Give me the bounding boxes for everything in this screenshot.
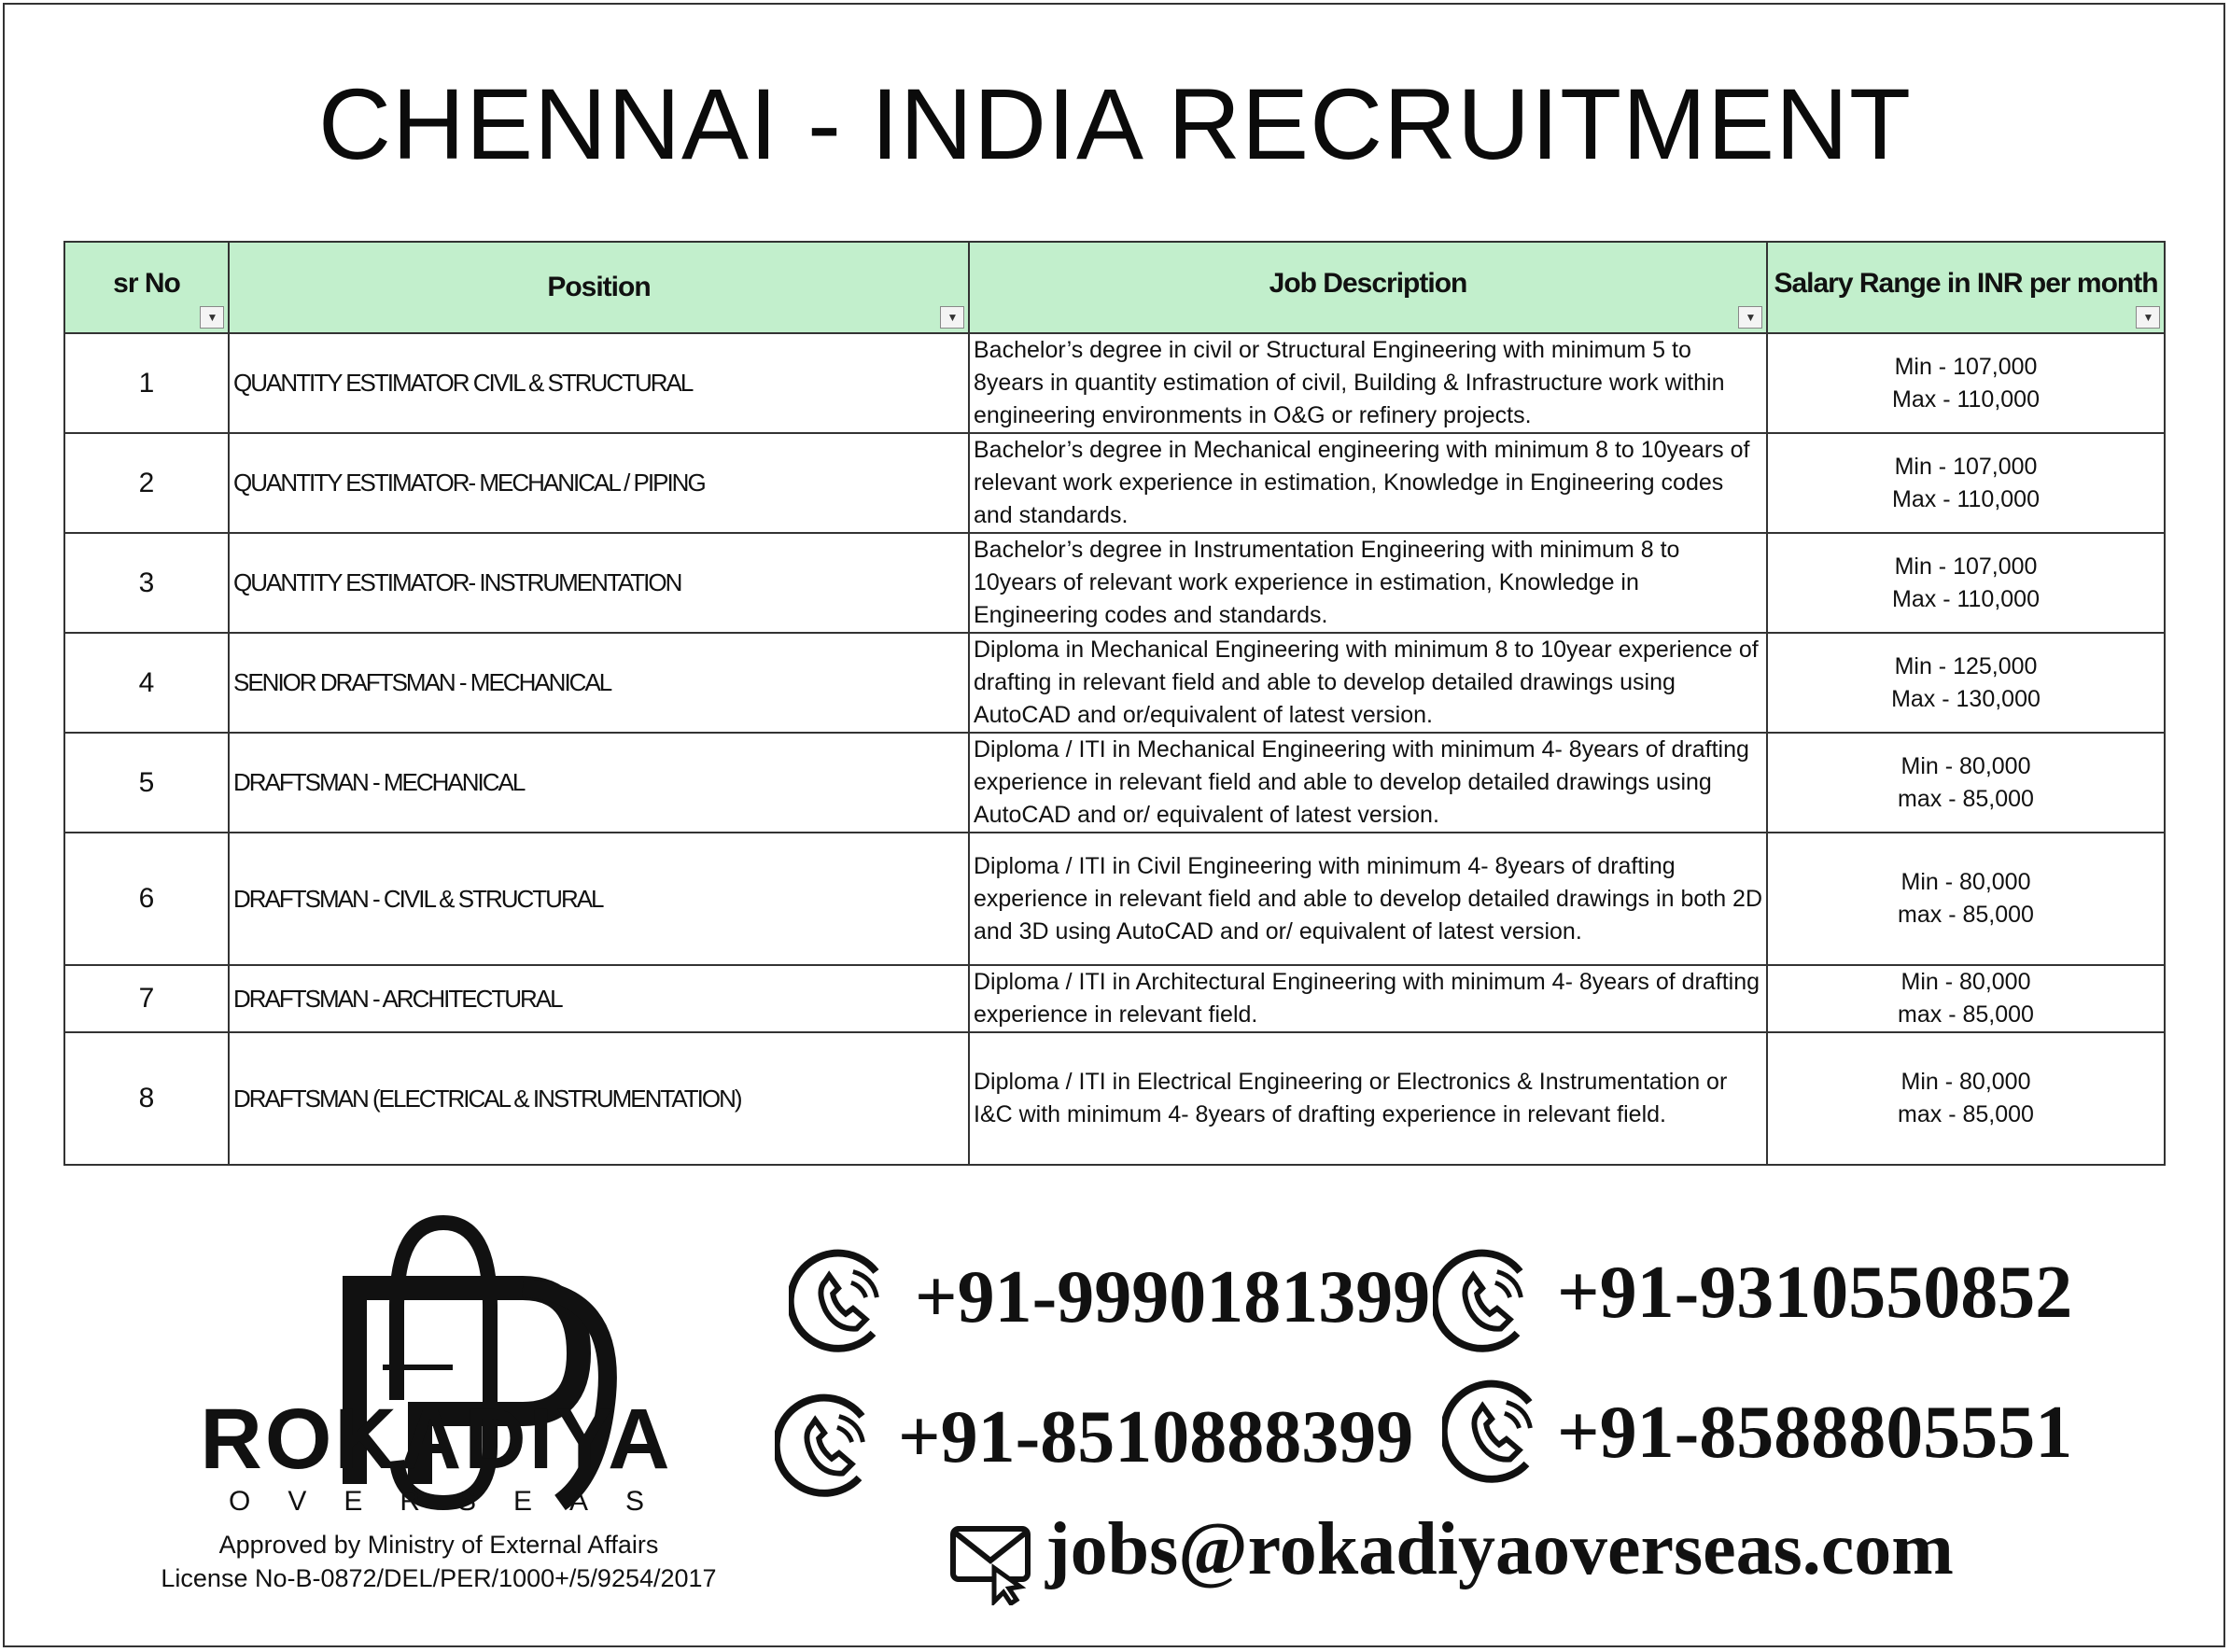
table-row (64, 833, 2165, 965)
description-cell: Diploma / ITI in Civil Engineering with minimum 4- 8years of drafting experience in relevant field and able to develop detailed drawings in both 2D and 3D using AutoCAD and or/ equivalent of latest version. (969, 833, 1767, 965)
salary-min: Min - 80,000 (1900, 869, 2031, 895)
table-row (64, 965, 2165, 1032)
jobs-table (63, 241, 2166, 1166)
description-cell: Diploma / ITI in Architectural Engineering with minimum 4- 8years of drafting experience in relevant field. (969, 965, 1767, 1032)
description-cell: Bachelor’s degree in Mechanical engineering with minimum 8 to 10years of relevant work experience in estimation, Knowledge in Engineering codes and standards. (969, 433, 1767, 533)
filter-dropdown-icon[interactable]: ▼ (200, 306, 224, 329)
table-row (64, 333, 2165, 433)
table-row (64, 633, 2165, 733)
filter-dropdown-icon[interactable]: ▼ (1738, 306, 1762, 329)
table-row (64, 433, 2165, 533)
brand-tagline: OVERSEAS (229, 1486, 682, 1517)
salary-cell (1767, 965, 2165, 1032)
table-header-row (64, 242, 2165, 333)
salary-min: Min - 80,000 (1900, 969, 2031, 995)
header-sr-no: sr No ▼ (64, 242, 229, 333)
sr-cell: 3 (64, 533, 229, 633)
description-cell: Diploma / ITI in Mechanical Engineering with minimum 4- 8years of drafting experience in relevant field and able to develop detailed drawings using AutoCAD and or/ equivalent of latest version. (969, 733, 1767, 833)
phone-number-3[interactable]: +91-8510888399 (898, 1396, 1414, 1478)
salary-min: Min - 107,000 (1894, 353, 2038, 380)
salary-max: max - 85,000 (1898, 1001, 2034, 1028)
salary-max: Max - 110,000 (1892, 485, 2040, 512)
page-title: CHENNAI - INDIA RECRUITMENT (317, 67, 1913, 180)
phone-ringing-icon (1442, 1377, 1552, 1487)
position-cell: DRAFTSMAN (ELECTRICAL & INSTRUMENTATION) (229, 1032, 969, 1165)
salary-cell (1767, 833, 2165, 965)
license-text: License No-B-0872/DEL/PER/1000+/5/9254/2017 (161, 1564, 717, 1592)
salary-cell (1767, 333, 2165, 433)
approval-text: Approved by Ministry of External Affairs (218, 1531, 659, 1559)
salary-max: max - 85,000 (1898, 785, 2034, 812)
salary-cell (1767, 433, 2165, 533)
header-salary-range: Salary Range in INR per month ▼ (1767, 242, 2165, 333)
phone-ringing-icon (789, 1246, 899, 1356)
salary-min: Min - 80,000 (1900, 752, 2031, 779)
sr-cell: 7 (64, 965, 229, 1032)
description-cell: Bachelor’s degree in civil or Structural Engineering with minimum 5 to 8years in quantity estimation of civil, Building & Infrastructure work within engineering environments in O&G or refinery projects. (969, 333, 1767, 433)
salary-min: Min - 80,000 (1900, 1069, 2031, 1095)
sr-cell: 4 (64, 633, 229, 733)
sr-cell: 2 (64, 433, 229, 533)
email-link[interactable]: jobs@rokadiyaoverseas.com (1045, 1508, 1954, 1590)
phone-number-4[interactable]: +91-8588805551 (1557, 1392, 2073, 1474)
salary-min: Min - 107,000 (1894, 453, 2038, 480)
phone-ringing-icon (775, 1391, 885, 1501)
phone-ringing-icon (1433, 1246, 1543, 1356)
table-row (64, 733, 2165, 833)
header-position: Position ▼ (229, 242, 969, 333)
position-cell: DRAFTSMAN - ARCHITECTURAL (229, 965, 969, 1032)
sr-cell: 1 (64, 333, 229, 433)
salary-min: Min - 107,000 (1894, 553, 2038, 580)
position-cell: SENIOR DRAFTSMAN - MECHANICAL (229, 633, 969, 733)
salary-max: Max - 130,000 (1891, 685, 2041, 712)
table-row (64, 533, 2165, 633)
filter-dropdown-icon[interactable]: ▼ (2136, 306, 2160, 329)
salary-cell (1767, 633, 2165, 733)
salary-max: Max - 110,000 (1892, 585, 2040, 612)
description-cell: Diploma in Mechanical Engineering with minimum 8 to 10year experience of drafting in relevant field and able to develop detailed drawings using AutoCAD and or/equivalent of latest version. (969, 633, 1767, 733)
phone-number-2[interactable]: +91-9310550852 (1557, 1252, 2073, 1334)
position-cell: DRAFTSMAN - CIVIL & STRUCTURAL (229, 833, 969, 965)
header-job-description: Job Description ▼ (969, 242, 1767, 333)
position-cell: QUANTITY ESTIMATOR- INSTRUMENTATION (229, 533, 969, 633)
filter-dropdown-icon[interactable]: ▼ (940, 306, 964, 329)
position-cell: QUANTITY ESTIMATOR- MECHANICAL / PIPING (229, 433, 969, 533)
envelope-cursor-icon (947, 1521, 1036, 1605)
salary-cell (1767, 733, 2165, 833)
sr-cell: 5 (64, 733, 229, 833)
description-cell: Bachelor’s degree in Instrumentation Engineering with minimum 8 to 10years of relevant work experience in estimation, Knowledge in Engineering codes and standards. (969, 533, 1767, 633)
brand-name: ROKADIYA (200, 1392, 673, 1487)
sr-cell: 6 (64, 833, 229, 965)
salary-cell (1767, 1032, 2165, 1165)
sr-cell: 8 (64, 1032, 229, 1165)
salary-max: Max - 110,000 (1892, 385, 2040, 413)
salary-min: Min - 125,000 (1894, 652, 2038, 679)
table-row (64, 1032, 2165, 1165)
salary-cell (1767, 533, 2165, 633)
salary-max: max - 85,000 (1898, 1101, 2034, 1127)
salary-max: max - 85,000 (1898, 902, 2034, 928)
phone-number-1[interactable]: +91-9990181399 (915, 1256, 1431, 1338)
position-cell: QUANTITY ESTIMATOR CIVIL & STRUCTURAL (229, 333, 969, 433)
position-cell: DRAFTSMAN - MECHANICAL (229, 733, 969, 833)
description-cell: Diploma / ITI in Electrical Engineering or Electronics & Instrumentation or I&C with minimum 4- 8years of drafting experience in relevant field. (969, 1032, 1767, 1165)
